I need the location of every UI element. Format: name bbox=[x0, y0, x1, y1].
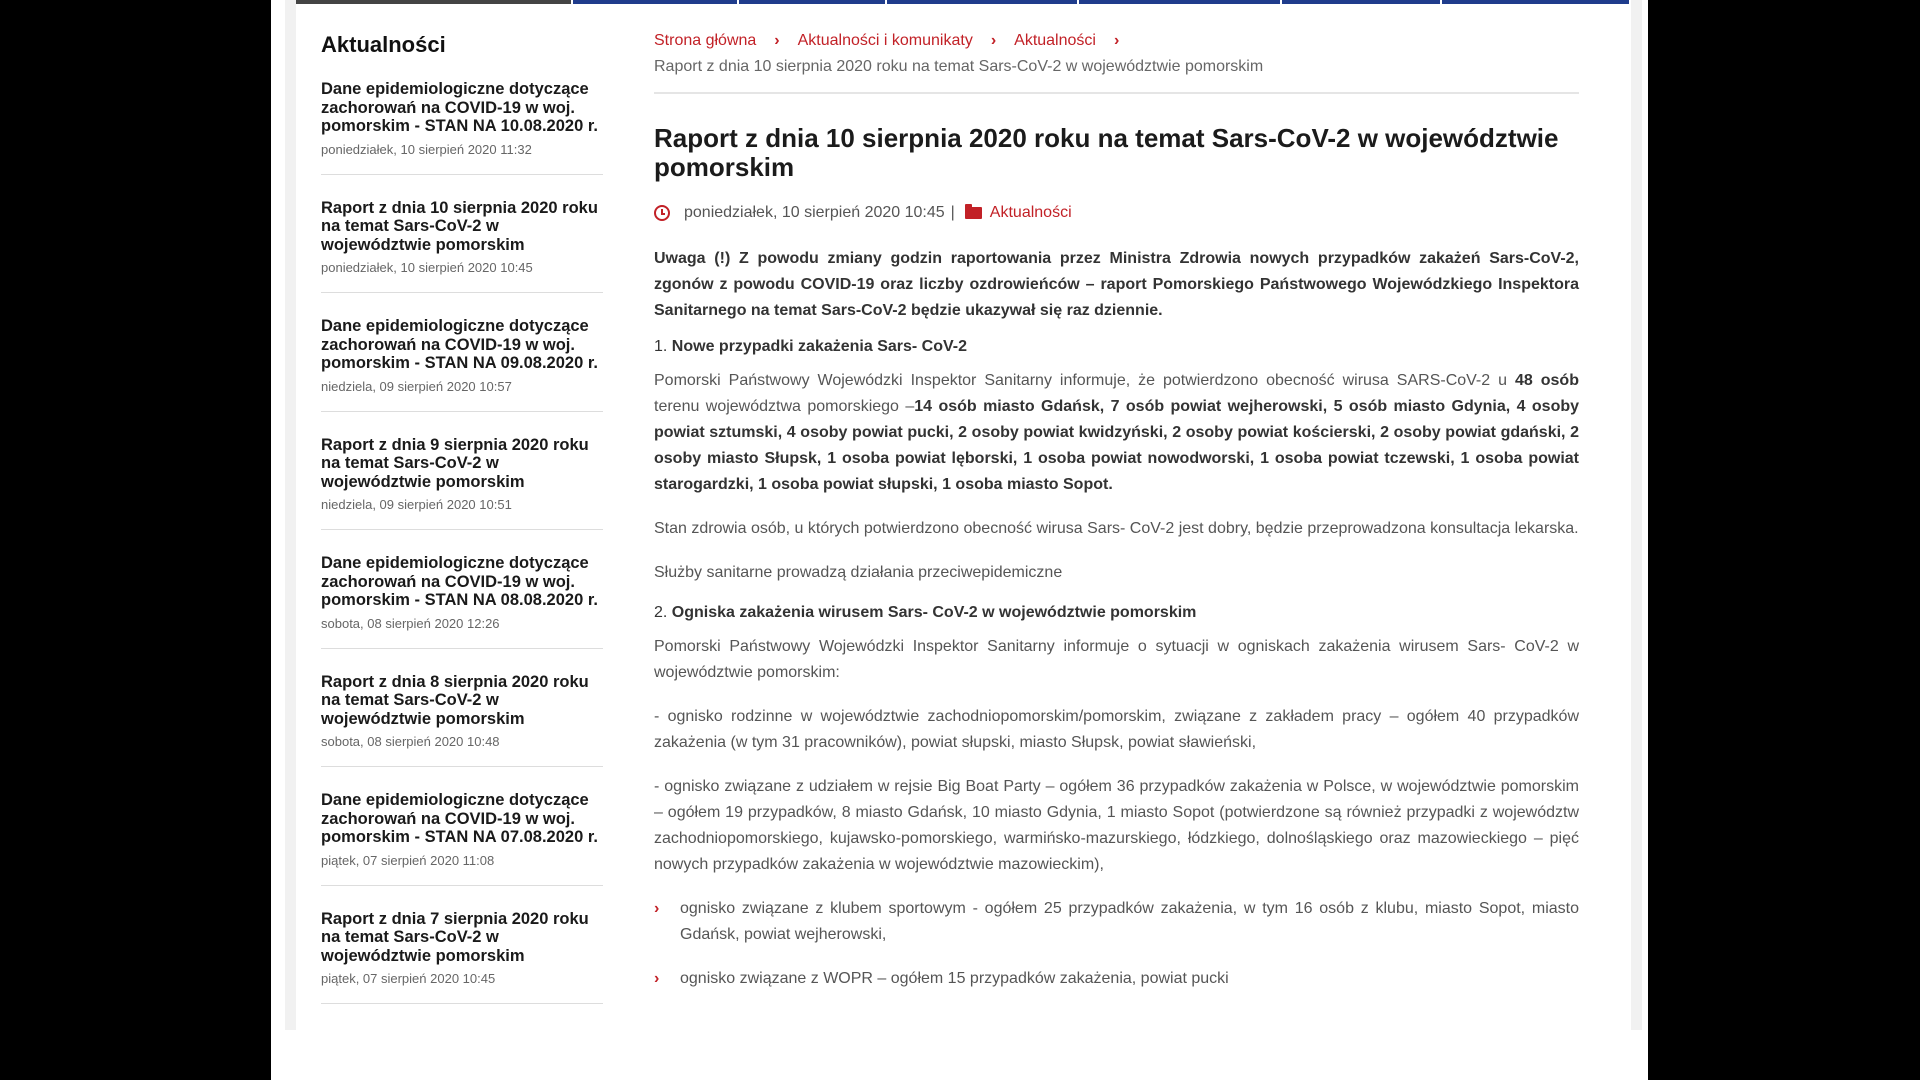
article-meta bbox=[654, 204, 1579, 222]
sidebar-news-item[interactable] bbox=[321, 199, 603, 294]
nav-tab-5[interactable] bbox=[1079, 0, 1283, 4]
outbreaks-intro-paragraph: Pomorski Państwowy Wojewódzki Inspektor Sanitarny informuje o sytuacji w ogniskach zakażenia wirusem Sars- CoV-2 w województwie pomorskim: bbox=[654, 638, 1579, 681]
page-container bbox=[296, 0, 1631, 1030]
breadcrumb-home-link[interactable]: Strona główna bbox=[654, 32, 757, 49]
sanitary-services-paragraph: Służby sanitarne prowadzą działania przeciwepidemiczne bbox=[654, 564, 1063, 581]
breadcrumb-divider bbox=[654, 92, 1579, 94]
article-category-link[interactable]: Aktualności bbox=[989, 204, 1072, 221]
sidebar-news-item-title[interactable]: Raport z dnia 9 sierpnia 2020 roku na temat Sars-CoV-2 w województwie pomorskim bbox=[321, 435, 589, 491]
meta-separator: | bbox=[950, 204, 955, 221]
cases-count: 48 osób bbox=[1515, 372, 1579, 389]
sidebar-news-list bbox=[321, 80, 603, 1004]
article-main bbox=[654, 30, 1579, 1010]
section-heading-new-cases bbox=[654, 338, 1579, 356]
nav-tab-4[interactable] bbox=[887, 0, 1079, 4]
sidebar-news-item[interactable] bbox=[321, 80, 603, 175]
outbreak-list-item bbox=[654, 896, 1579, 948]
breadcrumb-news-announcements-link[interactable]: Aktualności i komunikaty bbox=[797, 32, 973, 49]
top-navigation-strip[interactable] bbox=[296, 0, 1631, 4]
outbreak-paragraph: - ognisko rodzinne w województwie zachodniopomorskim/pomorskim, związane z zakładem pracy – ogółem 40 przypadków zakażenia (w tym 31 pracowników), powiat słupski, miasto Słupsk, powiat sławieński, bbox=[654, 708, 1579, 751]
sidebar-news-item-title[interactable]: Dane epidemiologiczne dotyczące zachorowań na COVID-19 w woj. pomorskim - STAN NA 09.08.2020 r. bbox=[321, 317, 598, 372]
section-heading-text: Nowe przypadki zakażenia Sars- CoV-2 bbox=[671, 338, 968, 355]
nav-tab-1[interactable] bbox=[296, 0, 573, 4]
sidebar-news-item-date: niedziela, 09 sierpień 2020 10:51 bbox=[321, 497, 512, 512]
sidebar-news-item-date: piątek, 07 sierpień 2020 11:08 bbox=[321, 852, 495, 868]
article-date: poniedziałek, 10 sierpień 2020 10:45 bbox=[684, 204, 945, 221]
article-warning: Uwaga (!) Z powodu zmiany godzin raportowania przez Ministra Zdrowia nowych przypadków zakażeń Sars-CoV-2, zgonów z powodu COVID-19 oraz liczby ozdrowieńców – raport Pomorskiego Państwowego Wojewódzkiego Inspektora Sanitarnego na temat Sars-CoV-2 będzie ukazywał się raz dziennie. bbox=[654, 250, 1579, 319]
outbreak-list-item bbox=[654, 966, 1579, 992]
sidebar-news-item-date: sobota, 08 sierpień 2020 10:48 bbox=[321, 734, 500, 749]
sidebar-news-item-date: poniedziałek, 10 sierpień 2020 11:32 bbox=[321, 141, 532, 157]
chevron-right-icon: › bbox=[990, 32, 997, 49]
outbreak-list-item-text: ognisko związane z WOPR – ogółem 15 przypadków zakażenia, powiat pucki bbox=[680, 970, 1229, 987]
clock-icon bbox=[654, 205, 670, 221]
folder-icon bbox=[965, 207, 982, 219]
sidebar-news-item-date: piątek, 07 sierpień 2020 10:45 bbox=[321, 971, 496, 986]
sidebar-news-item[interactable] bbox=[321, 673, 603, 768]
section-number: 1. bbox=[654, 338, 668, 355]
chevron-right-icon: › bbox=[654, 970, 660, 987]
sidebar-news-item-title[interactable]: Dane epidemiologiczne dotyczące zachorowań na COVID-19 w woj. pomorskim - STAN NA 08.08.2020 r. bbox=[321, 554, 598, 609]
sidebar-news-item[interactable] bbox=[321, 436, 603, 531]
page-edge-right bbox=[1631, 0, 1642, 1030]
sidebar-news-item[interactable] bbox=[321, 910, 603, 1005]
sidebar-news-item[interactable] bbox=[321, 554, 603, 649]
nav-tab-6[interactable] bbox=[1282, 0, 1442, 4]
sidebar-news-item-date: sobota, 08 sierpień 2020 12:26 bbox=[321, 615, 500, 631]
cases-detail: 14 osób miasto Gdańsk, 7 osób powiat wejherowski, 5 osób miasto Gdynia, 4 osoby powiat sztumski, 4 osoby powiat pucki, 2 osoby powiat kwidzyński, 2 osoby powiat kościerski, 2 osoby powiat gdański, 2 osoby miasto Słupsk, 1 osoba powiat lęborski, 1 osoba powiat nowodworski, 1 osoba powiat tczewski, 1 osoba powiat starogardzki, 1 osoba powiat słupski, 1 osoba miasto Sopot. bbox=[654, 398, 1580, 493]
sidebar-news-item-date: poniedziałek, 10 sierpień 2020 10:45 bbox=[321, 260, 533, 275]
nav-tab-2[interactable] bbox=[573, 0, 739, 4]
outbreak-paragraph: - ognisko związane z udziałem w rejsie Big Boat Party – ogółem 36 przypadków zakażenia w Polsce, w województwie pomorskim – ogółem 19 przypadków, 8 miasto Gdańsk, 10 miasto Gdynia, 1 miasto Sopot (potwierdzone są również przypadki z województw zachodniopomorskiego, kujawsko-pomorskiego, warmińsko-mazurskiego, łódzkiego, dolnośląskiego oraz mazowieckiego – pięć nowych przypadków zakażenia w województwie mazowieckim), bbox=[654, 778, 1579, 873]
section-heading-text: Ogniska zakażenia wirusem Sars- CoV-2 w województwie pomorskim bbox=[671, 604, 1197, 621]
outbreak-list-item-text: ognisko związane z klubem sportowym - ogółem 25 przypadków zakażenia, w tym 16 osób z klubu, miasto Sopot, miasto Gdańsk, powiat wejherowski, bbox=[680, 900, 1579, 943]
new-cases-paragraph bbox=[654, 368, 1579, 498]
sidebar-news-item-title[interactable]: Raport z dnia 8 sierpnia 2020 roku na temat Sars-CoV-2 w województwie pomorskim bbox=[321, 672, 589, 728]
sidebar-news-item[interactable] bbox=[321, 791, 603, 886]
cases-intro: Pomorski Państwowy Wojewódzki Inspektor Sanitarny informuje, że potwierdzono obecność wirusa SARS-CoV-2 u bbox=[654, 372, 1508, 389]
chevron-right-icon: › bbox=[774, 32, 780, 49]
section-number: 2. bbox=[654, 604, 668, 621]
sidebar-news-item-title[interactable]: Raport z dnia 10 sierpnia 2020 roku na temat Sars-CoV-2 w województwie pomorskim bbox=[321, 198, 598, 254]
sidebar-news-item-title[interactable]: Raport z dnia 7 sierpnia 2020 roku na temat Sars-CoV-2 w województwie pomorskim bbox=[321, 909, 589, 965]
sidebar-news-item-title[interactable]: Dane epidemiologiczne dotyczące zachorowań na COVID-19 w woj. pomorskim - STAN NA 07.08.2020 r. bbox=[321, 791, 598, 846]
chevron-right-icon: › bbox=[1113, 32, 1120, 49]
article-title: Raport z dnia 10 sierpnia 2020 roku na temat Sars-CoV-2 w województwie pomorskim bbox=[654, 123, 1559, 182]
chevron-right-icon: › bbox=[654, 900, 660, 917]
section-heading-outbreaks bbox=[654, 604, 1579, 622]
page-edge-left bbox=[285, 0, 296, 1030]
nav-tab-7[interactable] bbox=[1442, 0, 1631, 4]
outbreak-list bbox=[654, 896, 1579, 992]
breadcrumb-current: Raport z dnia 10 sierpnia 2020 roku na temat Sars-CoV-2 w województwie pomorskim bbox=[654, 58, 1264, 75]
breadcrumb-news-link[interactable]: Aktualności bbox=[1014, 32, 1096, 49]
nav-tab-3[interactable] bbox=[739, 0, 887, 4]
cases-mid: terenu województwa pomorskiego – bbox=[654, 398, 915, 415]
sidebar-title: Aktualności bbox=[321, 32, 446, 57]
sidebar-news-item-date: niedziela, 09 sierpień 2020 10:57 bbox=[321, 378, 512, 394]
health-status-paragraph: Stan zdrowia osób, u których potwierdzono obecność wirusa Sars- CoV-2 jest dobry, będzie przeprowadzona konsultacja lekarska. bbox=[654, 520, 1579, 537]
breadcrumb bbox=[654, 30, 1579, 78]
sidebar-news bbox=[321, 32, 603, 1028]
sidebar-news-item[interactable] bbox=[321, 317, 603, 412]
sidebar-news-item-title[interactable]: Dane epidemiologiczne dotyczące zachorowań na COVID-19 w woj. pomorskim - STAN NA 10.08.2020 r. bbox=[321, 80, 598, 135]
